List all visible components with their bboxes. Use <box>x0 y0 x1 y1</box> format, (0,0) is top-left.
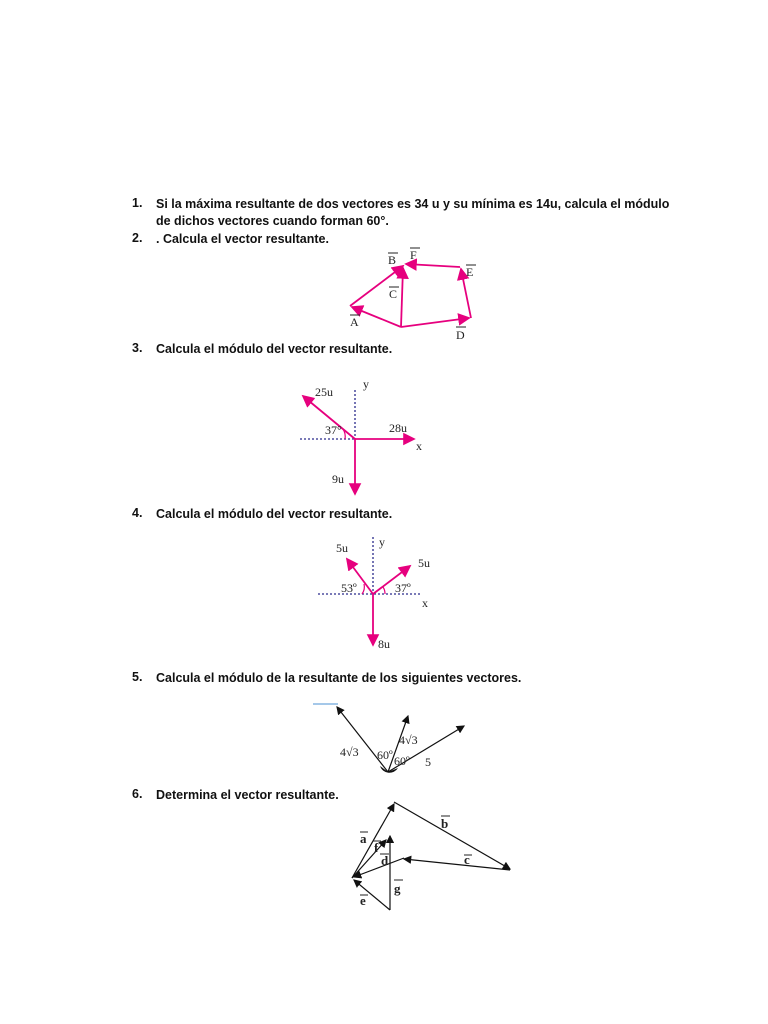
label-D: D <box>456 328 465 342</box>
fig3-angle: 37° <box>325 423 342 437</box>
fig4-label-5u-left: 5u <box>336 541 348 555</box>
label-E: E <box>466 265 474 279</box>
fig3-label-9u: 9u <box>332 472 344 486</box>
fig6-label-a: a <box>360 831 367 846</box>
fig6-label-g: g <box>394 881 401 896</box>
problem-5-number: 5. <box>132 670 143 684</box>
fig6-label-c: c <box>464 852 470 867</box>
fig4-label-8u: 8u <box>378 637 390 651</box>
problem-5-text: Calcula el módulo de la resultante de los siguientes vectores. <box>156 671 522 685</box>
fig5-angle-2: 60º <box>394 754 410 768</box>
fig6-label-f: f <box>374 840 379 855</box>
problem-3-text: Calcula el módulo del vector resultante. <box>156 342 393 356</box>
problem-4-text: Calcula el módulo del vector resultante. <box>156 507 393 521</box>
fig5-label-right: 5 <box>425 755 431 769</box>
fig4-label-5u-right: 5u <box>418 556 430 570</box>
fig6-label-e: e <box>360 893 366 908</box>
fig3-axis-x: x <box>416 439 422 453</box>
fig4-axis-x: x <box>422 596 428 610</box>
problem-2-number: 2. <box>132 231 143 245</box>
problem-6-number: 6. <box>132 787 143 801</box>
fig6-label-d: d <box>381 853 389 868</box>
problem-4-number: 4. <box>132 506 143 520</box>
fig5-label-left: 4√3 <box>340 745 359 759</box>
label-B: B <box>388 253 397 267</box>
fig4-angle-53: 53º <box>341 581 357 595</box>
problem-1-number: 1. <box>132 196 143 210</box>
problem-6-text: Determina el vector resultante. <box>156 788 339 802</box>
fig6-label-b: b <box>441 816 449 831</box>
label-C: C <box>389 287 398 301</box>
fig3-axis-y: y <box>363 377 369 391</box>
problem-2-text: . Calcula el vector resultante. <box>156 232 329 246</box>
fig4-axis-y: y <box>379 535 385 549</box>
problem-1-text: Si la máxima resultante de dos vectores es 34 u y su mínima es 14u, calcula el módulo de dichos vectores cuando forman 60°. <box>156 197 670 228</box>
fig3-label-25u: 25u <box>315 385 333 399</box>
problem-3-number: 3. <box>132 341 143 355</box>
fig5-angle-1: 60º <box>377 748 393 762</box>
label-A: A <box>350 315 359 329</box>
fig3-label-28u: 28u <box>389 421 407 435</box>
label-F: F <box>410 248 417 262</box>
fig4-angle-37: 37º <box>395 581 411 595</box>
fig5-label-mid: 4√3 <box>399 733 418 747</box>
